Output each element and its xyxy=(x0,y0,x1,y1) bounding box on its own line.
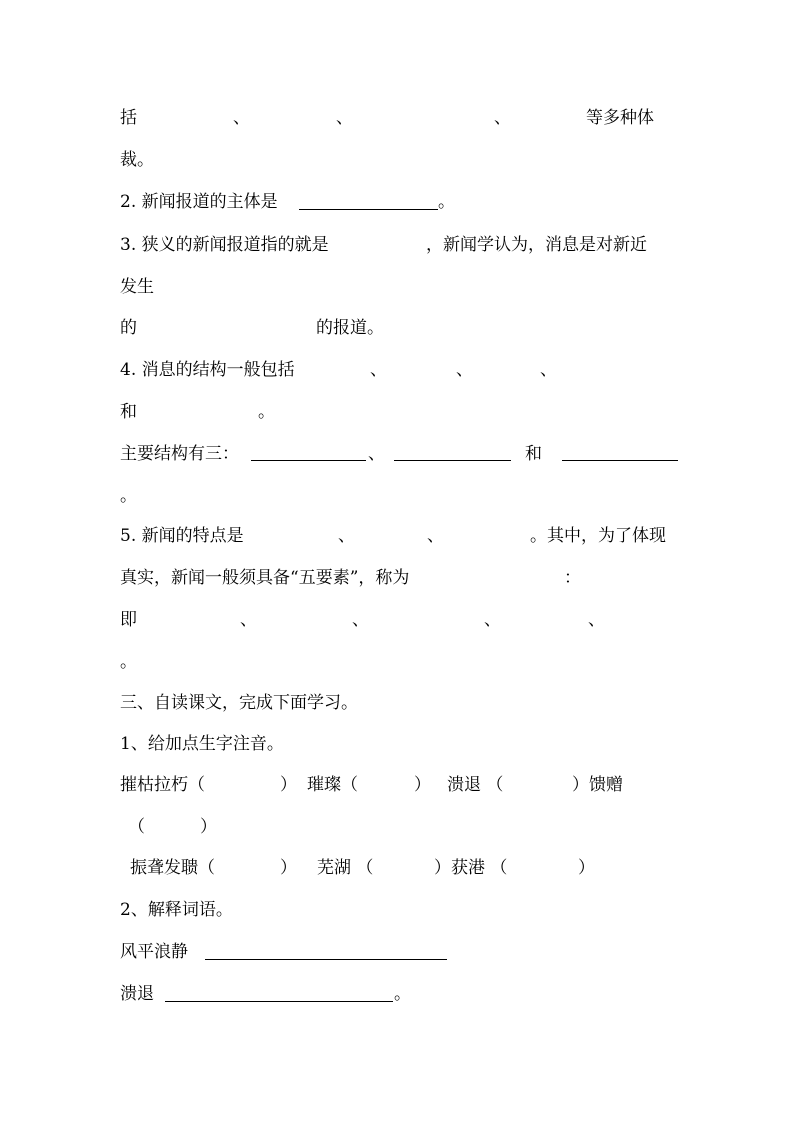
main-structure xyxy=(120,442,542,466)
main-structure-end xyxy=(120,484,142,508)
text: ： xyxy=(564,568,581,588)
answer-blank[interactable] xyxy=(165,1001,393,1002)
separator: 、 xyxy=(233,108,250,128)
question-3-cont xyxy=(120,275,154,299)
pinyin-row-1-cont xyxy=(120,815,217,839)
separator: 、 xyxy=(370,360,387,380)
line-genres-end xyxy=(120,148,154,172)
section-heading: 三、自读课文，完成下面学习。 xyxy=(120,693,358,713)
text: 括 xyxy=(120,108,137,128)
word-with-paren: 璀璨（ xyxy=(307,775,358,795)
separator: 、 xyxy=(352,610,369,630)
separator: 、 xyxy=(368,444,385,464)
answer-blank[interactable] xyxy=(251,460,366,461)
paren-close: ） xyxy=(280,775,297,795)
question-4 xyxy=(120,358,557,382)
separator: 、 xyxy=(588,610,605,630)
separator: 、 xyxy=(427,526,444,546)
task-heading: 2、解释词语。 xyxy=(120,900,233,920)
task-2-heading xyxy=(120,898,233,922)
question-text: 真实，新闻一般须具备“五要素”，称为 xyxy=(120,568,410,588)
question-5-cont xyxy=(120,566,581,590)
question-3 xyxy=(120,233,647,257)
text: 裁。 xyxy=(120,150,154,170)
answer-blank[interactable] xyxy=(299,209,438,210)
separator: 、 xyxy=(540,360,557,380)
word-with-paren: 溃退 （ xyxy=(447,775,504,795)
text: 的报道。 xyxy=(316,318,384,338)
question-text: ，新闻学认为，消息是对新近 xyxy=(426,235,647,255)
separator: 、 xyxy=(484,610,501,630)
vocab-word: 溃退 xyxy=(120,984,154,1004)
word-with-paren: ）馈赠 xyxy=(572,775,623,795)
word-with-paren: ）获港 （ xyxy=(434,858,508,878)
text: 。 xyxy=(394,984,411,1004)
word-with-paren: 芜湖 （ xyxy=(317,858,374,878)
vocab-word: 风平浪静 xyxy=(120,942,188,962)
line-genres xyxy=(120,106,654,130)
question-text: 2. 新闻报道的主体是 xyxy=(120,192,278,212)
text: 。 xyxy=(120,652,137,672)
separator: 、 xyxy=(240,610,257,630)
section-3-heading xyxy=(120,691,358,715)
text: 主要结构有三： xyxy=(120,444,239,464)
pinyin-row-1 xyxy=(120,773,623,797)
task-heading: 1、给加点生字注音。 xyxy=(120,734,284,754)
text: 发生 xyxy=(120,277,154,297)
paren-close: ） xyxy=(280,858,297,878)
text: 。 xyxy=(120,486,137,506)
separator: 、 xyxy=(456,360,473,380)
question-text: 5. 新闻的特点是 xyxy=(120,526,244,546)
vocab-1 xyxy=(120,940,188,964)
task-1-heading xyxy=(120,732,284,756)
separator: 、 xyxy=(336,108,353,128)
paren-close: ） xyxy=(200,817,217,837)
separator: 、 xyxy=(494,108,511,128)
text: 。 xyxy=(438,192,455,212)
paren-open: （ xyxy=(128,817,145,837)
text: 等多种体 xyxy=(586,108,654,128)
question-text: 4. 消息的结构一般包括 xyxy=(120,360,295,380)
text: 的 xyxy=(120,318,137,338)
question-text: 3. 狭义的新闻报道指的就是 xyxy=(120,235,329,255)
answer-blank[interactable] xyxy=(205,959,447,960)
question-2 xyxy=(120,190,455,214)
question-5 xyxy=(120,524,666,548)
question-3-end xyxy=(120,316,384,340)
text: 。 xyxy=(258,402,275,422)
word-with-paren: 振聋发聩（ xyxy=(130,858,215,878)
question-4-cont xyxy=(120,400,275,424)
text: 即 xyxy=(120,610,137,630)
answer-blank[interactable] xyxy=(394,460,511,461)
text: 和 xyxy=(525,444,542,464)
paren-close: ） xyxy=(578,858,595,878)
answer-blank[interactable] xyxy=(562,460,678,461)
vocab-2 xyxy=(120,982,411,1006)
word-with-paren: 摧枯拉朽（ xyxy=(120,775,205,795)
five-elements xyxy=(120,608,605,632)
separator: 、 xyxy=(338,526,355,546)
pinyin-row-2 xyxy=(120,856,595,880)
question-text: 。其中，为了体现 xyxy=(530,526,666,546)
text: 和 xyxy=(120,402,137,422)
paren-close: ） xyxy=(414,775,431,795)
five-elements-end xyxy=(120,650,142,674)
